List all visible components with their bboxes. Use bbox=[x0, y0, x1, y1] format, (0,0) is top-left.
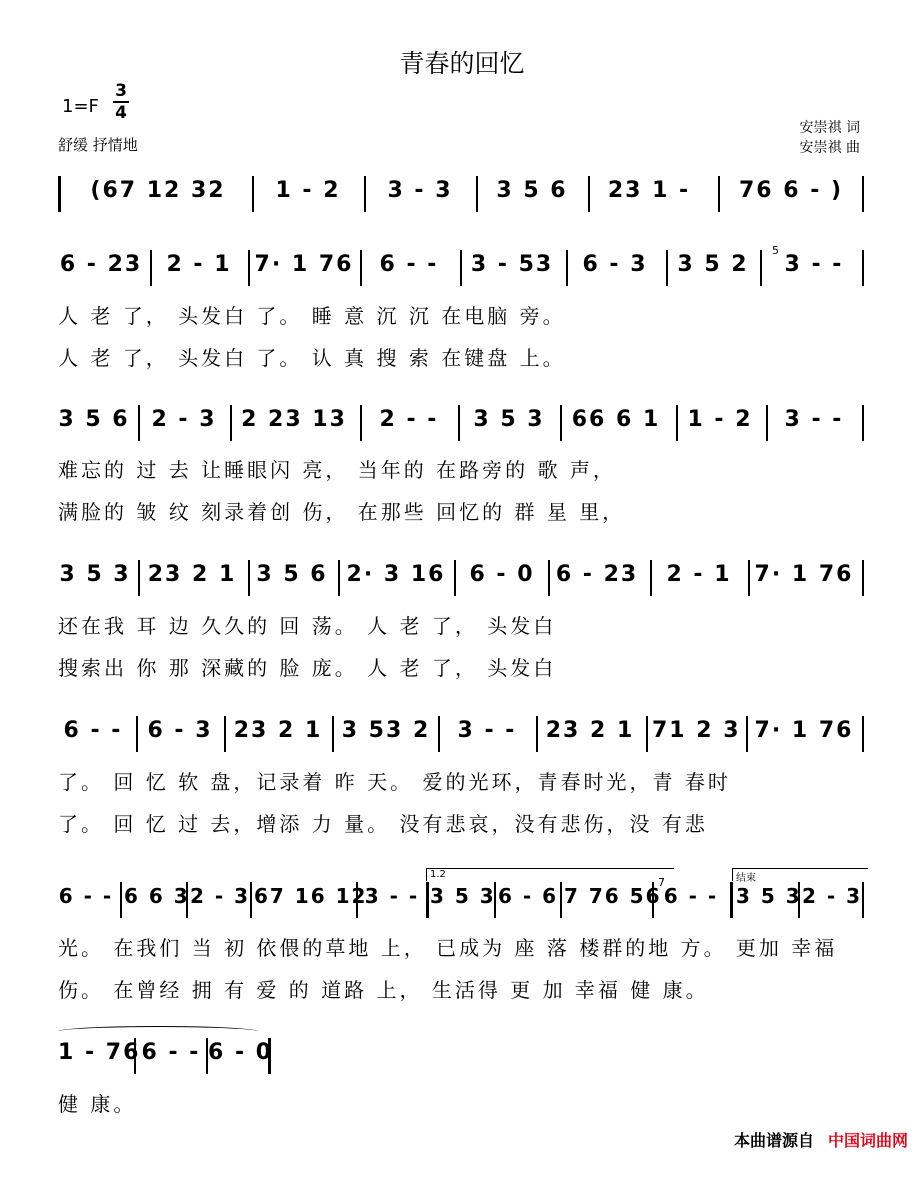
tempo-marking: 舒缓 抒情地 bbox=[58, 136, 138, 154]
measure: 3 5 6 bbox=[496, 178, 568, 203]
lyric-line: 搜索出 你 那 深藏的 脸 庞。 人 老 了， 头发白 bbox=[58, 656, 557, 680]
barline bbox=[134, 1038, 136, 1074]
page-title: 青春的回忆 bbox=[399, 49, 525, 78]
barline bbox=[150, 250, 152, 286]
barline bbox=[652, 882, 654, 918]
barline bbox=[360, 405, 362, 441]
barline bbox=[138, 560, 140, 596]
measure: 1 - 2 bbox=[687, 407, 753, 432]
barline bbox=[718, 176, 720, 212]
barline bbox=[426, 882, 429, 918]
barline bbox=[560, 882, 562, 918]
score-line-4 bbox=[58, 560, 866, 604]
barline bbox=[454, 560, 456, 596]
measure: (67 12 32 bbox=[90, 178, 226, 203]
time-bottom: 4 bbox=[115, 103, 127, 123]
measure: 3 5 3 bbox=[59, 562, 131, 587]
footer-source bbox=[734, 1128, 908, 1151]
barline bbox=[862, 250, 864, 286]
barline bbox=[248, 250, 250, 286]
measure: 3 - - bbox=[364, 884, 420, 908]
measure: 3 5 6 bbox=[58, 407, 130, 432]
lyric-line: 了。 回 忆 过 去，增添 力 量。 没有悲哀，没有悲伤，没 有悲 bbox=[58, 812, 708, 836]
key-signature: 1=F bbox=[62, 96, 99, 117]
barline bbox=[748, 560, 750, 596]
barline bbox=[250, 882, 252, 918]
measure: 7· 1 76 bbox=[754, 562, 854, 587]
barline bbox=[650, 560, 652, 596]
tie-arc bbox=[58, 1026, 258, 1037]
barline bbox=[766, 405, 768, 441]
measure: 6 - 3 bbox=[582, 252, 648, 277]
footer-prefix: 本曲谱源自 bbox=[733, 1131, 814, 1150]
lyric-line: 健 康。 bbox=[58, 1092, 137, 1116]
measure: 6 - 0 bbox=[469, 562, 535, 587]
measure: 6 - - bbox=[58, 884, 114, 908]
footer-brand[interactable]: 中国词曲网 bbox=[827, 1131, 908, 1150]
barline bbox=[746, 716, 748, 752]
score-line-1 bbox=[58, 176, 866, 220]
repeat-end-barline bbox=[730, 882, 733, 918]
barline bbox=[676, 405, 678, 441]
lyric-line: 满脸的 皱 纹 刻录着创 伤， 在那些 回忆的 群 星 里， bbox=[58, 500, 626, 524]
measure: 3 - - bbox=[784, 407, 844, 432]
measure: 76 6 - ) bbox=[738, 178, 844, 203]
measure: 3 - - bbox=[457, 718, 517, 743]
measure: 67 16 12 bbox=[254, 884, 368, 908]
barline bbox=[460, 250, 462, 286]
measure: 23 2 1 bbox=[233, 718, 323, 743]
barline bbox=[862, 176, 864, 212]
lyric-line: 人 老 了， 头发白 了。 睡 意 沉 沉 在电脑 旁。 bbox=[58, 304, 566, 328]
barline bbox=[548, 560, 550, 596]
lyric-line: 还在我 耳 边 久久的 回 荡。 人 老 了， 头发白 bbox=[58, 614, 557, 638]
score-line-2 bbox=[58, 244, 866, 294]
measure: 3 53 2 bbox=[341, 718, 431, 743]
volta-label: 1.2 bbox=[430, 869, 446, 880]
lyric-line: 难忘的 过 去 让睡眼闪 亮， 当年的 在路旁的 歌 声， bbox=[58, 458, 616, 482]
ending-label: 结束 bbox=[736, 873, 756, 884]
measure: 6 - 23 bbox=[59, 252, 143, 277]
measure: 7 76 56 bbox=[564, 884, 662, 908]
barline bbox=[338, 560, 340, 596]
barline bbox=[588, 176, 590, 212]
score-line-3 bbox=[58, 405, 866, 449]
barline bbox=[120, 882, 122, 918]
barline bbox=[136, 716, 138, 752]
measure: 2 23 13 bbox=[241, 407, 347, 432]
barline bbox=[862, 882, 864, 918]
barline bbox=[494, 882, 496, 918]
barline bbox=[760, 250, 762, 286]
measure: 2 - - bbox=[379, 407, 439, 432]
measure: 3 5 3 bbox=[430, 884, 496, 908]
barline bbox=[476, 176, 478, 212]
barline bbox=[438, 716, 440, 752]
measure: 2 - 3 bbox=[190, 884, 251, 908]
measure: 6 6 3 bbox=[124, 884, 190, 908]
grace-note: 7 bbox=[658, 876, 665, 889]
score-line-5 bbox=[58, 716, 866, 760]
barline bbox=[862, 405, 864, 441]
measure: 2 - 3 bbox=[151, 407, 217, 432]
barline bbox=[364, 176, 366, 212]
measure: 66 6 1 bbox=[571, 407, 661, 432]
composer-credit: 安崇祺 曲 bbox=[799, 140, 860, 156]
repeat-start-barline bbox=[58, 176, 61, 212]
measure: 7· 1 76 bbox=[754, 718, 854, 743]
measure: 71 2 3 bbox=[652, 718, 741, 743]
measure: 23 1 - bbox=[607, 178, 691, 203]
measure: 1 - 2 bbox=[275, 178, 341, 203]
barline bbox=[230, 405, 232, 441]
final-barline bbox=[268, 1038, 271, 1074]
grace-note: 5 bbox=[772, 244, 779, 257]
barline bbox=[560, 405, 562, 441]
measure: 2 - 1 bbox=[166, 252, 232, 277]
barline bbox=[252, 176, 254, 212]
barline bbox=[798, 882, 800, 918]
barline bbox=[646, 716, 648, 752]
barline bbox=[138, 405, 140, 441]
barline bbox=[186, 882, 188, 918]
barline bbox=[566, 250, 568, 286]
measure: 3 5 3 bbox=[736, 884, 802, 908]
measure: 6 - 0 bbox=[208, 1040, 274, 1065]
time-top: 3 bbox=[115, 81, 127, 101]
measure: 3 - - bbox=[784, 252, 844, 277]
barline bbox=[360, 250, 362, 286]
barline bbox=[356, 882, 358, 918]
measure: 3 5 2 bbox=[677, 252, 749, 277]
measure: 6 - - bbox=[141, 1040, 201, 1065]
measure: 2 - 3 bbox=[802, 884, 863, 908]
barline bbox=[224, 716, 226, 752]
measure: 23 2 1 bbox=[545, 718, 635, 743]
measure: 7· 1 76 bbox=[254, 252, 354, 277]
measure: 6 - - bbox=[63, 718, 123, 743]
measure: 1 - 76 bbox=[58, 1040, 141, 1065]
volta-bracket bbox=[426, 868, 674, 881]
measure: 6 - - bbox=[663, 884, 719, 908]
barline bbox=[536, 716, 538, 752]
measure: 2 - 1 bbox=[666, 562, 732, 587]
lyricist-credit: 安崇祺 词 bbox=[799, 120, 860, 136]
lyric-line: 伤。 在曾经 拥 有 爱 的 道路 上， 生活得 更 加 幸福 健 康。 bbox=[58, 978, 709, 1002]
measure: 3 - 3 bbox=[387, 178, 453, 203]
barline bbox=[248, 560, 250, 596]
score-line-7 bbox=[58, 1038, 278, 1082]
ending-bracket bbox=[732, 868, 868, 884]
measure: 6 - 23 bbox=[555, 562, 639, 587]
barline bbox=[862, 560, 864, 596]
measure: 6 - 6 bbox=[498, 884, 559, 908]
barline bbox=[332, 716, 334, 752]
measure: 6 - 3 bbox=[147, 718, 213, 743]
measure: 3 - 53 bbox=[470, 252, 554, 277]
measure: 23 2 1 bbox=[147, 562, 237, 587]
measure: 2· 3 16 bbox=[346, 562, 446, 587]
lyric-line: 光。 在我们 当 初 依偎的草地 上， 已成为 座 落 楼群的地 方。 更加 幸福 bbox=[58, 936, 838, 960]
lyric-line: 人 老 了， 头发白 了。 认 真 搜 索 在键盘 上。 bbox=[58, 346, 566, 370]
measure: 3 5 3 bbox=[473, 407, 545, 432]
measure: 3 5 6 bbox=[256, 562, 328, 587]
time-signature bbox=[113, 82, 129, 122]
measure: 6 - - bbox=[379, 252, 439, 277]
barline bbox=[862, 716, 864, 752]
barline bbox=[458, 405, 460, 441]
barline bbox=[666, 250, 668, 286]
lyric-line: 了。 回 忆 软 盘，记录着 昨 天。 爱的光环，青春时光，青 春时 bbox=[58, 770, 731, 794]
